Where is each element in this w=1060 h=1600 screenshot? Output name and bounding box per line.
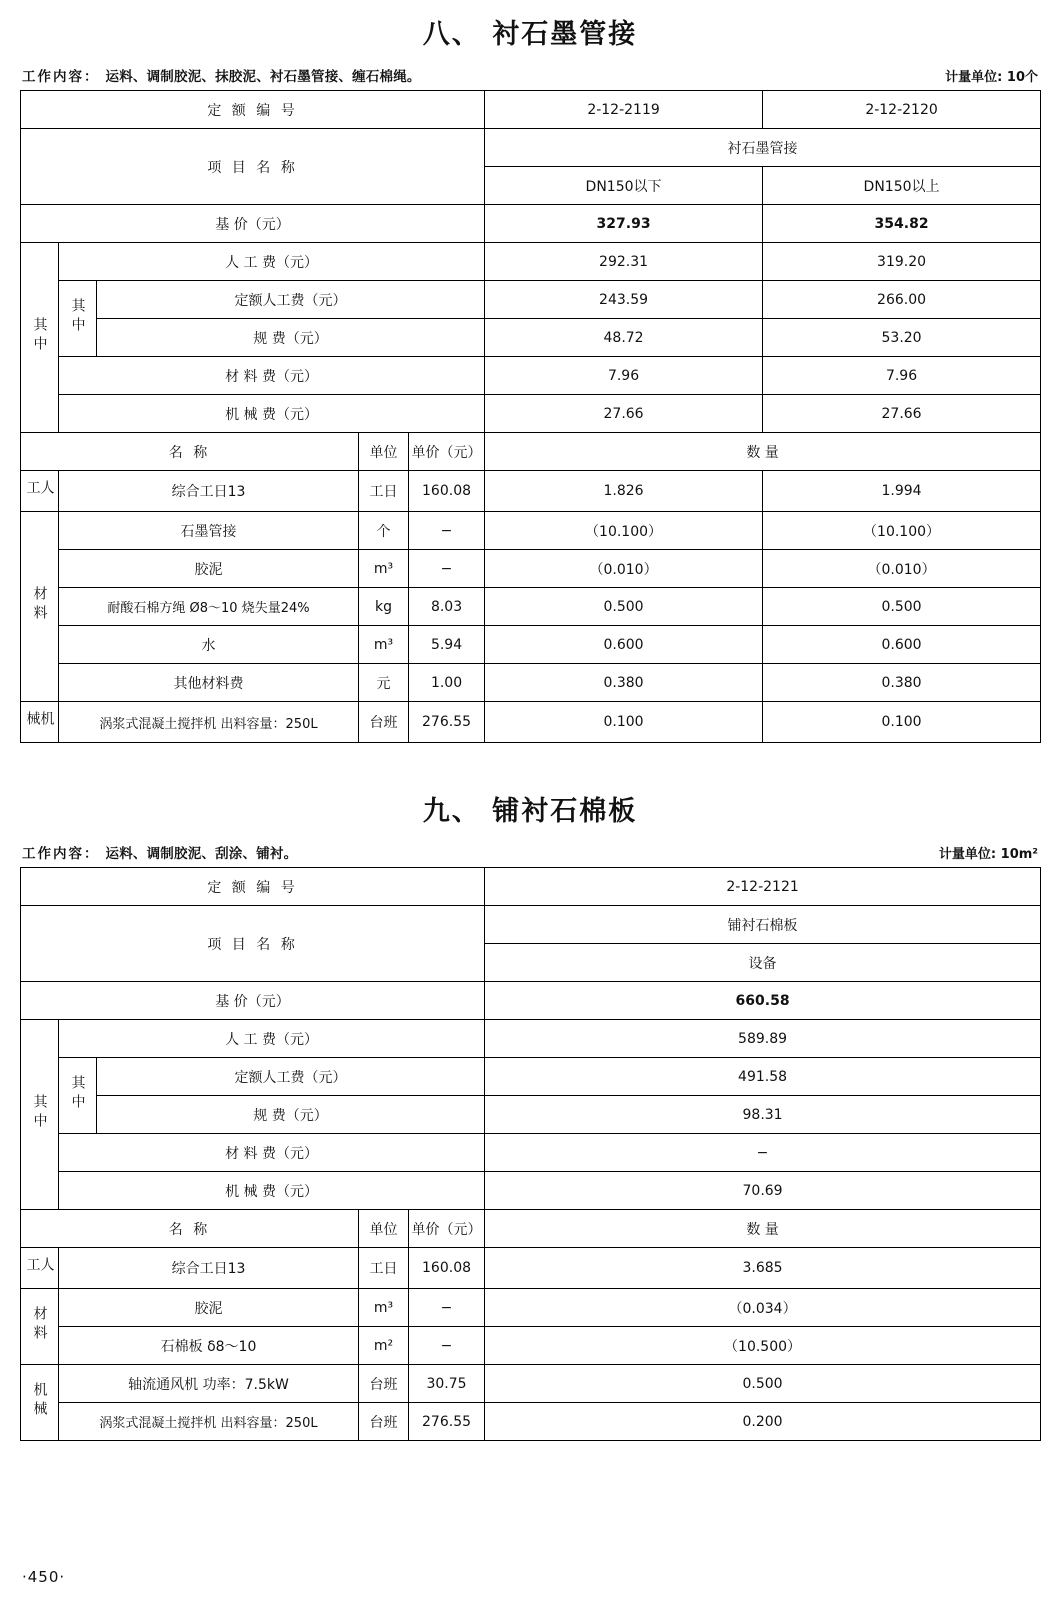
cost-label-2-2: 规 费（元） [97, 1096, 485, 1134]
detail-qty-1-4-1: 0.600 [763, 626, 1041, 664]
detail-unit-1-4: m³ [359, 626, 409, 664]
table-row [21, 395, 1041, 433]
cost-label-1-0: 人 工 费（元） [59, 243, 485, 281]
detail-name-1-1: 石墨管接 [59, 512, 359, 550]
header-quantity-1: 数 量 [485, 433, 1041, 471]
unit-label-2: 计量单位: [938, 847, 997, 862]
detail-qty-1-0-1: 1.994 [763, 471, 1041, 512]
detail-unit-2-2: m² [359, 1327, 409, 1365]
cost-value-1-0-0: 292.31 [485, 243, 763, 281]
table-row [21, 1403, 1041, 1441]
project-spec-1-0: DN150以下 [485, 167, 763, 205]
quota-code-1-1: 2-12-2120 [763, 91, 1041, 129]
quota-code-1-0: 2-12-2119 [485, 91, 763, 129]
detail-qty-1-2-1: （0.010） [763, 550, 1041, 588]
table-row [21, 626, 1041, 664]
unit-label-1: 计量单位: [945, 70, 1003, 85]
detail-price-2-1: − [409, 1289, 485, 1327]
table-row [21, 1327, 1041, 1365]
table-row [21, 433, 1041, 471]
qizhong-inner-1: 其中 [59, 281, 97, 357]
detail-qty-2-0-0: 3.685 [485, 1248, 1041, 1289]
group-material-2: 材料 [21, 1289, 59, 1365]
cost-value-2-3-0: − [485, 1134, 1041, 1172]
table-row [21, 1210, 1041, 1248]
detail-qty-1-3-0: 0.500 [485, 588, 763, 626]
quota-table-2 [20, 867, 1041, 1441]
table-row [21, 868, 1041, 906]
detail-price-1-5: 1.00 [409, 664, 485, 702]
table-row [21, 1172, 1041, 1210]
detail-unit-1-2: m³ [359, 550, 409, 588]
meta-row-2 [20, 834, 1040, 867]
work-content-label-1: 工作内容： [22, 69, 100, 85]
detail-qty-2-1-0: （0.034） [485, 1289, 1041, 1327]
quota-code-2-0: 2-12-2121 [485, 868, 1041, 906]
detail-qty-1-0-0: 1.826 [485, 471, 763, 512]
qizhong-outer-2: 其中 [21, 1020, 59, 1210]
header-price-1: 单价（元） [409, 433, 485, 471]
detail-qty-1-1-1: （10.100） [763, 512, 1041, 550]
detail-price-1-2: − [409, 550, 485, 588]
detail-qty-1-5-1: 0.380 [763, 664, 1041, 702]
cost-label-1-3: 材 料 费（元） [59, 357, 485, 395]
cost-value-1-0-1: 319.20 [763, 243, 1041, 281]
detail-name-2-2: 石棉板 δ8～10 [59, 1327, 359, 1365]
section-title-1: 八、 衬石墨管接 [422, 19, 638, 50]
header-unit-2: 单位 [359, 1210, 409, 1248]
detail-unit-1-3: kg [359, 588, 409, 626]
detail-price-1-6: 276.55 [409, 702, 485, 743]
header-quota-no-1: 定 额 编 号 [21, 91, 485, 129]
detail-unit-1-5: 元 [359, 664, 409, 702]
cost-label-1-1: 定额人工费（元） [97, 281, 485, 319]
group-labor-2: 人工 [21, 1248, 59, 1289]
detail-qty-2-4-0: 0.200 [485, 1403, 1041, 1441]
header-project-name-2: 项 目 名 称 [21, 906, 485, 982]
work-content-text-1: 运料、调制胶泥、抹胶泥、衬石墨管接、缠石棉绳。 [105, 69, 421, 85]
base-price-1-0: 327.93 [485, 205, 763, 243]
cost-value-1-2-1: 53.20 [763, 319, 1041, 357]
table-row [21, 281, 1041, 319]
table-row [21, 1289, 1041, 1327]
work-content-label-2: 工作内容： [22, 846, 100, 862]
table-row [21, 1134, 1041, 1172]
table-row [21, 1058, 1041, 1096]
project-spec-2-0: 设备 [485, 944, 1041, 982]
cost-value-1-4-0: 27.66 [485, 395, 763, 433]
table-row [21, 906, 1041, 944]
work-content-2 [22, 842, 297, 862]
detail-qty-1-4-0: 0.600 [485, 626, 763, 664]
table-row [21, 512, 1041, 550]
base-price-2-0: 660.58 [485, 982, 1041, 1020]
work-content-1 [22, 65, 421, 85]
unit-note-1 [945, 66, 1038, 85]
group-labor-1: 人工 [21, 471, 59, 512]
unit-note-2 [939, 843, 1038, 862]
detail-price-1-3: 8.03 [409, 588, 485, 626]
table-row [21, 982, 1041, 1020]
detail-unit-1-6: 台班 [359, 702, 409, 743]
table-row [21, 129, 1041, 167]
project-title-2: 铺衬石棉板 [485, 906, 1041, 944]
detail-qty-2-2-0: （10.500） [485, 1327, 1041, 1365]
meta-row-1 [20, 57, 1040, 90]
table-row [21, 357, 1041, 395]
detail-price-1-1: − [409, 512, 485, 550]
group-machine-1: 机械 [21, 702, 59, 743]
detail-unit-1-1: 个 [359, 512, 409, 550]
cost-value-2-0-0: 589.89 [485, 1020, 1041, 1058]
qizhong-inner-2: 其中 [59, 1058, 97, 1134]
header-name-1: 名 称 [21, 433, 359, 471]
section-divider [20, 743, 1040, 777]
cost-value-1-2-0: 48.72 [485, 319, 763, 357]
header-quota-no-2: 定 额 编 号 [21, 868, 485, 906]
quota-table-1 [20, 90, 1041, 743]
table-row [21, 664, 1041, 702]
table-row [21, 471, 1041, 512]
work-content-text-2: 运料、调制胶泥、刮涂、铺衬。 [105, 846, 298, 862]
detail-qty-1-1-0: （10.100） [485, 512, 763, 550]
table-row [21, 550, 1041, 588]
table-row [21, 205, 1041, 243]
detail-name-1-2: 胶泥 [59, 550, 359, 588]
cost-label-1-4: 机 械 费（元） [59, 395, 485, 433]
header-unit-1: 单位 [359, 433, 409, 471]
detail-qty-1-5-0: 0.380 [485, 664, 763, 702]
header-base-price-1: 基 价（元） [21, 205, 485, 243]
detail-qty-2-3-0: 0.500 [485, 1365, 1041, 1403]
detail-unit-2-3: 台班 [359, 1365, 409, 1403]
table-row [21, 588, 1041, 626]
cost-label-2-0: 人 工 费（元） [59, 1020, 485, 1058]
cost-label-2-3: 材 料 费（元） [59, 1134, 485, 1172]
detail-qty-1-6-0: 0.100 [485, 702, 763, 743]
detail-price-2-2: − [409, 1327, 485, 1365]
cost-value-1-4-1: 27.66 [763, 395, 1041, 433]
cost-value-2-2-0: 98.31 [485, 1096, 1041, 1134]
cost-value-2-1-0: 491.58 [485, 1058, 1041, 1096]
cost-value-2-4-0: 70.69 [485, 1172, 1041, 1210]
table-row [21, 1365, 1041, 1403]
table-row [21, 91, 1041, 129]
detail-name-2-0: 综合工日13 [59, 1248, 359, 1289]
detail-price-2-4: 276.55 [409, 1403, 485, 1441]
cost-value-1-3-0: 7.96 [485, 357, 763, 395]
detail-unit-2-0: 工日 [359, 1248, 409, 1289]
project-spec-1-1: DN150以上 [763, 167, 1041, 205]
table-row [21, 319, 1041, 357]
header-base-price-2: 基 价（元） [21, 982, 485, 1020]
unit-value-2: 10m² [1000, 847, 1038, 862]
detail-name-2-4: 涡浆式混凝土搅拌机 出料容量：250L [59, 1403, 359, 1441]
cost-label-2-4: 机 械 费（元） [59, 1172, 485, 1210]
table-row [21, 702, 1041, 743]
detail-unit-2-4: 台班 [359, 1403, 409, 1441]
header-name-2: 名 称 [21, 1210, 359, 1248]
table-row [21, 1096, 1041, 1134]
base-price-1-1: 354.82 [763, 205, 1041, 243]
detail-price-1-0: 160.08 [409, 471, 485, 512]
detail-price-1-4: 5.94 [409, 626, 485, 664]
page-number: ·450· [22, 1568, 66, 1586]
header-quantity-2: 数 量 [485, 1210, 1041, 1248]
qizhong-outer-1: 其中 [21, 243, 59, 433]
cost-value-1-1-1: 266.00 [763, 281, 1041, 319]
detail-qty-1-3-1: 0.500 [763, 588, 1041, 626]
section-title-2: 九、 铺衬石棉板 [422, 796, 638, 827]
project-title-1: 衬石墨管接 [485, 129, 1041, 167]
header-price-2: 单价（元） [409, 1210, 485, 1248]
table-row [21, 243, 1041, 281]
detail-price-2-3: 30.75 [409, 1365, 485, 1403]
detail-qty-1-2-0: （0.010） [485, 550, 763, 588]
table-row [21, 1248, 1041, 1289]
detail-name-1-4: 水 [59, 626, 359, 664]
detail-unit-2-1: m³ [359, 1289, 409, 1327]
cost-value-1-3-1: 7.96 [763, 357, 1041, 395]
detail-name-2-1: 胶泥 [59, 1289, 359, 1327]
detail-unit-1-0: 工日 [359, 471, 409, 512]
detail-price-2-0: 160.08 [409, 1248, 485, 1289]
group-material-1: 材料 [21, 512, 59, 702]
unit-value-1: 10个 [1006, 70, 1038, 85]
detail-name-1-3: 耐酸石棉方绳 Ø8～10 烧失量24% [59, 588, 359, 626]
cost-value-1-1-0: 243.59 [485, 281, 763, 319]
group-machine-2: 机械 [21, 1365, 59, 1441]
header-project-name-1: 项 目 名 称 [21, 129, 485, 205]
detail-name-1-0: 综合工日13 [59, 471, 359, 512]
table-row [21, 1020, 1041, 1058]
detail-name-1-6: 涡浆式混凝土搅拌机 出料容量：250L [59, 702, 359, 743]
cost-label-1-2: 规 费（元） [97, 319, 485, 357]
detail-name-2-3: 轴流通风机 功率：7.5kW [59, 1365, 359, 1403]
cost-label-2-1: 定额人工费（元） [97, 1058, 485, 1096]
detail-name-1-5: 其他材料费 [59, 664, 359, 702]
detail-qty-1-6-1: 0.100 [763, 702, 1041, 743]
